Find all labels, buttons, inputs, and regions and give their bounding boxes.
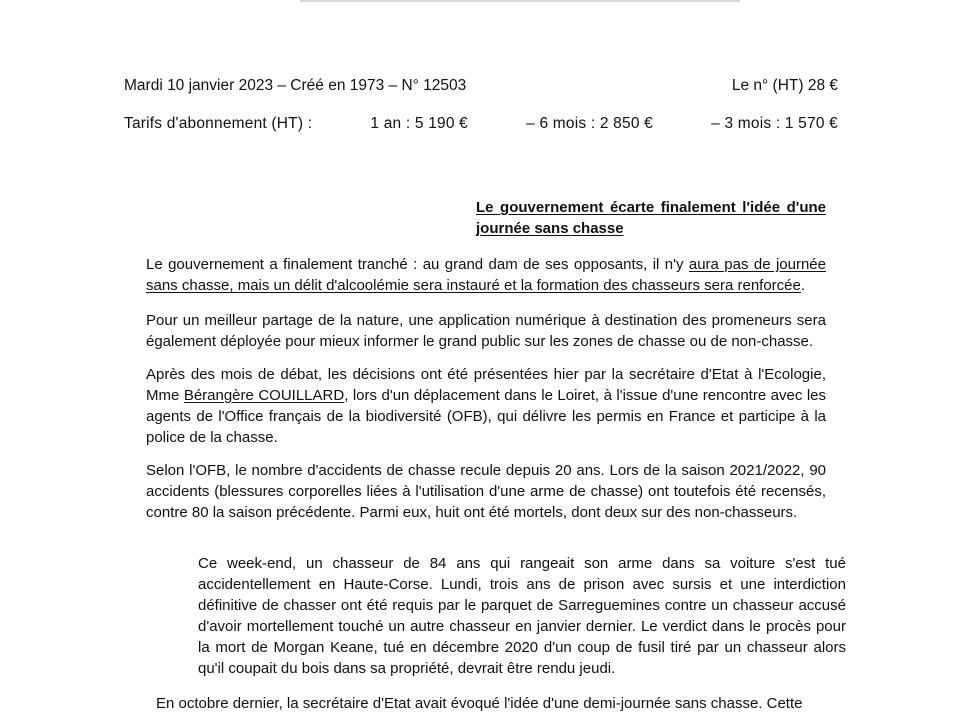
p3-end: , lors d'un déplacement dans le Loiret, à l'issue d'une rencontre avec les agents de l'Office français de la biodiversité (OFB), qui délivre les permis en France et participe à la police de la chasse. [146,387,826,446]
issue-price: Le n° (HT) 28 € [731,77,838,94]
p1-text: Le gouvernement a finalement tranché : au grand dam de ses opposants, il n'y [146,256,689,273]
p1-underlined-text: aura pas de journée sans chasse, mais un délit d'alcoolémie sera instauré et la formation des chasseurs sera renforcée [146,256,826,294]
article-paragraph-2: Pour un meilleur partage de la nature, une application numérique à destination des promeneurs sera également déployée pour mieux informer le grand public sur les zones de chasse ou de non-chasse. [146,312,826,350]
article-indented-paragraph: Ce week-end, un chasseur de 84 ans qui rangeait son arme dans sa voiture s'est tué accidentellement en Haute-Corse. Lundi, trois ans de prison avec sursis et une interdiction définitive de chasser ont été requis par le parquet de Sarreguemines contre un chasseur accusé d'avoir mortellement touché un autre chasseur en janvier dernier. Le verdict dans le procès pour la mort de Morgan Keane, tué en décembre 2020 d'un coup de fusil tiré par un chasseur alors qu'il coupait du bois dans sa propriété, devrait être rendu jeudi. [198,555,846,677]
issue-date-and-number: Mardi 10 janvier 2023 – Créé en 1973 – N° 12503 [124,77,467,94]
subscription-one-year: 1 an : 5 190 € [370,115,468,132]
p3-text: Après des mois de débat, les décisions ont été présentées hier par la secrétaire d'Etat à l'Ecologie, Mme [146,366,826,404]
article-paragraph-1 [146,254,826,296]
subscription-three-months: – 3 mois : 1 570 € [711,115,838,132]
p1-end: . [800,277,806,294]
p3-underlined-name: Bérangère COUILLARD [183,387,345,404]
subscription-rates [124,114,838,134]
article-paragraph-3 [146,364,826,448]
article-paragraph-6: En octobre dernier, la secrétaire d'Etat avait évoqué l'idée d'une demi-journée sans chasse. Cette [156,695,803,712]
article-paragraph-4: Selon l'OFB, le nombre d'accidents de chasse recule depuis 20 ans. Lors de la saison 2021/2022, 90 accidents (blessures corporelles liées à l'utilisation d'une arme de chasse) ont toutefois été recensés, contre 80 la saison précédente. Parmi eux, huit ont été mortels, dont deux sur des non-chasseurs. [146,462,826,521]
subscription-six-months: – 6 mois : 2 850 € [526,115,653,132]
masthead-line [124,76,838,96]
top-divider [300,0,740,2]
subscription-label: Tarifs d'abonnement (HT) : [124,115,313,132]
article-title: Le gouvernement écarte finalement l'idée d'une journée sans chasse [476,199,826,237]
